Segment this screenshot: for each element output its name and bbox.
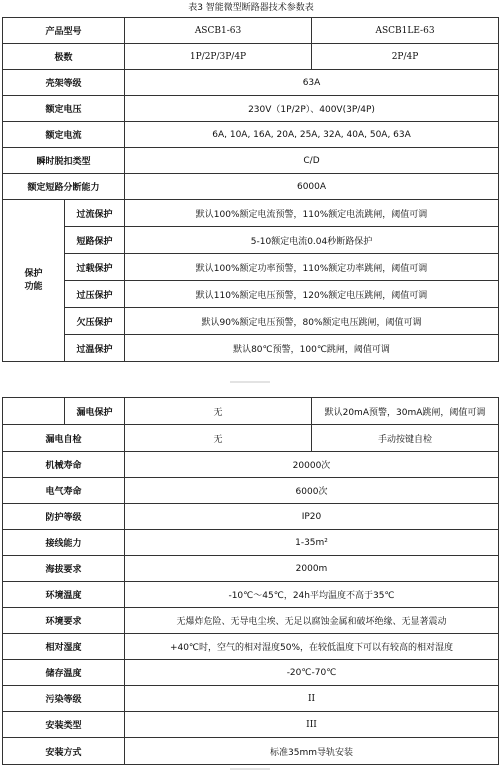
cell-value: 5-10额定电流0.04秒断路保护: [125, 227, 499, 254]
cell-value: 63A: [125, 70, 499, 96]
row-label: 电气寿命: [3, 478, 125, 504]
cell-value: 默认100%额定电流预警，110%额定电流跳闸，阈值可调: [125, 200, 499, 227]
cell-value: 1P/2P/3P/4P: [125, 44, 312, 70]
row-label: 污染等级: [3, 686, 125, 712]
row-label: 产品型号: [3, 18, 125, 44]
table-row: [3, 254, 499, 281]
table-row: [3, 44, 499, 70]
row-label: 额定电流: [3, 122, 125, 148]
table-row: [3, 148, 499, 174]
table-row: [3, 608, 499, 634]
table-row: [3, 174, 499, 200]
table-row: [3, 738, 499, 765]
row-label: 储存温度: [3, 660, 125, 686]
row-label: 机械寿命: [3, 452, 125, 478]
page-break-mark: [230, 768, 270, 770]
cell-value: 2P/4P: [312, 44, 499, 70]
row-label: 过压保护: [65, 281, 125, 308]
cell-value: 20000次: [125, 452, 499, 478]
table-row: [3, 398, 499, 425]
spec-table-2: [2, 397, 499, 765]
cell-value: 默认100%额定功率预警，110%额定功率跳闸，阈值可调: [125, 254, 499, 281]
spec-table-1: [2, 17, 499, 362]
table-row: [3, 582, 499, 608]
cell-value: 6000次: [125, 478, 499, 504]
cell-value: C/D: [125, 148, 499, 174]
cell-value: 无: [125, 425, 312, 452]
cell-value: 默认20mA预警，30mA跳闸，阈值可调: [312, 398, 499, 425]
row-label: 过载保护: [65, 254, 125, 281]
table-row: [3, 478, 499, 504]
cell-value: 6000A: [125, 174, 499, 200]
table-row: [3, 452, 499, 478]
row-label: 环境温度: [3, 582, 125, 608]
table-row: [3, 122, 499, 148]
row-label: 极数: [3, 44, 125, 70]
cell-value: 手动按键自检: [312, 425, 499, 452]
cell-value: 6A, 10A, 16A, 20A, 25A, 32A, 40A, 50A, 63A: [125, 122, 499, 148]
row-label: 过流保护: [65, 200, 125, 227]
table-row: [3, 308, 499, 335]
table-row: [3, 686, 499, 712]
table-row: [3, 425, 499, 452]
cell-value: -10℃～45℃，24h平均温度不高于35℃: [125, 582, 499, 608]
row-label: 安装类型: [3, 712, 125, 738]
empty-cell: [3, 398, 65, 425]
cell-value: 无爆炸危险、无导电尘埃、无足以腐蚀金属和破坏绝缘、无显著震动: [125, 608, 499, 634]
table-row: [3, 530, 499, 556]
table-row: [3, 18, 499, 44]
row-label: 漏电自检: [3, 425, 125, 452]
row-label: 过温保护: [65, 335, 125, 362]
row-label: 漏电保护: [65, 398, 125, 425]
cell-value: -20℃-70℃: [125, 660, 499, 686]
group-label-line-1: 保护: [24, 268, 43, 279]
protection-group-label: [3, 200, 65, 362]
cell-value: 1-35m²: [125, 530, 499, 556]
row-label: 防护等级: [3, 504, 125, 530]
table-row: [3, 660, 499, 686]
row-label: 瞬时脱扣类型: [3, 148, 125, 174]
row-label: 额定电压: [3, 96, 125, 122]
cell-value: 2000m: [125, 556, 499, 582]
table-row: [3, 504, 499, 530]
cell-value: II: [125, 686, 499, 712]
cell-value: 默认90%额定电压预警，80%额定电压跳闸，阈值可调: [125, 308, 499, 335]
row-label: 欠压保护: [65, 308, 125, 335]
table-row: [3, 634, 499, 660]
row-label: 壳架等级: [3, 70, 125, 96]
cell-value: III: [125, 712, 499, 738]
table-row: [3, 556, 499, 582]
row-label: 相对湿度: [3, 634, 125, 660]
cell-value: ASCB1LE-63: [312, 18, 499, 44]
table-row: [3, 96, 499, 122]
cell-value: 默认80℃预警，100℃跳闸，阈值可调: [125, 335, 499, 362]
cell-value: ASCB1-63: [125, 18, 312, 44]
cell-value: IP20: [125, 504, 499, 530]
table-row: [3, 712, 499, 738]
row-label: 接线能力: [3, 530, 125, 556]
row-label: 安装方式: [3, 738, 125, 765]
table-row: [3, 200, 499, 227]
table-row: [3, 70, 499, 96]
page-break-mark: [230, 381, 270, 383]
table-row: [3, 335, 499, 362]
cell-value: 230V（1P/2P）、400V(3P/4P): [125, 96, 499, 122]
row-label: 环境要求: [3, 608, 125, 634]
cell-value: 标准35mm导轨安装: [125, 738, 499, 765]
row-label: 额定短路分断能力: [3, 174, 125, 200]
cell-value: 默认110%额定电压预警，120%额定电压跳闸，阈值可调: [125, 281, 499, 308]
table-row: [3, 281, 499, 308]
row-label: 海拔要求: [3, 556, 125, 582]
cell-value: +40℃时，空气的相对湿度50%，在较低温度下可以有较高的相对湿度: [125, 634, 499, 660]
row-label: 短路保护: [65, 227, 125, 254]
group-label-line-2: 功能: [24, 281, 43, 292]
table-caption: 表3 智能微型断路器技术参数表: [188, 3, 314, 13]
table-row: [3, 227, 499, 254]
cell-value: 无: [125, 398, 312, 425]
